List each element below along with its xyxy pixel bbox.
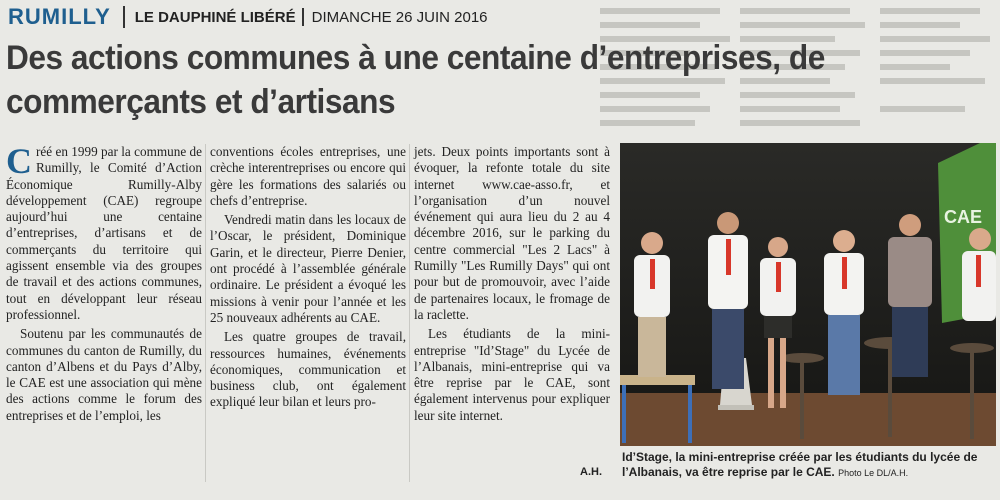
author-signature: A.H.: [580, 466, 602, 478]
article-column-2: [210, 144, 406, 414]
publication-date: DIMANCHE 26 JUIN 2016: [311, 8, 488, 26]
photo-caption: Id’Stage, la mini-entreprise créée par les étudiants du lycée de l’Albanais, va être reprise par le CAE. Photo Le DL/A.H.: [622, 450, 978, 479]
article-photo: [620, 143, 996, 446]
newspaper-name: LE DAUPHINÉ LIBÉRÉ: [134, 8, 296, 26]
article-column-1: [6, 141, 202, 427]
photo-credit: Photo Le DL/A.H.: [838, 468, 909, 478]
column-rule: [409, 144, 410, 482]
photo-illustration: [620, 143, 996, 446]
article-paragraph: jets. Deux points importants sont à évoquer, la refonte totale du site internet www.cae-asso.fr, et l’organisation d’un nouvel événement qui aura lieu du 2 au 4 décembre 2016, sur le parking du centre commercial "Les 2 Lacs" à Rumilly "Les Rumilly Days" qui ont pour but de promouvoir, avec l’aide de partenaires locaux, le fromage de la raclette.: [414, 144, 610, 322]
drop-cap: C: [6, 141, 32, 181]
masthead: [8, 4, 488, 30]
article-paragraph: Créé en 1999 par la commune de Rumilly, le Comité d’Action Économique Rumilly-Alby développement (CAE) regroupe aujourd’hui une centaine d’entreprises, d’artisans et de commerçants du territoire qui agissent ensemble via des groupes de travail et des actions communes, tout en développant leur réseau professionnel.: [6, 141, 202, 322]
masthead-divider: [302, 8, 304, 26]
masthead-divider: [123, 6, 125, 28]
article-paragraph: Soutenu par les communautés de communes du canton de Rumilly, du canton d’Albens et du Pays d’Alby, le CAE est une association qui mène des actions comme le forum des entreprises et de l’emploi, les: [6, 326, 202, 423]
article-paragraph: conventions écoles entreprises, une crèche interentreprises ou encore qui gère les formations des salariés ou chefs d’entreprise.: [210, 144, 406, 208]
headline: Des actions communes à une centaine d’entreprises, de commerçants et d’artisans: [6, 39, 825, 121]
svg-text:CAE: CAE: [944, 207, 983, 227]
article-column-3: [414, 144, 610, 427]
column-rule: [205, 144, 206, 482]
article-paragraph: Vendredi matin dans les locaux de l’Oscar, le président, Dominique Garin, et le directeur, Pierre Denier, ont procédé à l’assemblée générale ordinaire. Le président a évoqué les missions à venir pour l’année et les 25 nouveaux adhérents au CAE.: [210, 212, 406, 325]
section-name: RUMILLY: [8, 4, 111, 29]
article-paragraph: Les étudiants de la mini-entreprise "Id’Stage" du Lycée de l’Albanais, mini-entreprise qui va être reprise par le CAE, sont également intervenus pour expliquer leur site internet.: [414, 326, 610, 423]
article-paragraph: Les quatre groupes de travail, ressources humaines, événements économiques, communication et business club, ont également expliqué leur bilan et leurs pro-: [210, 329, 406, 410]
